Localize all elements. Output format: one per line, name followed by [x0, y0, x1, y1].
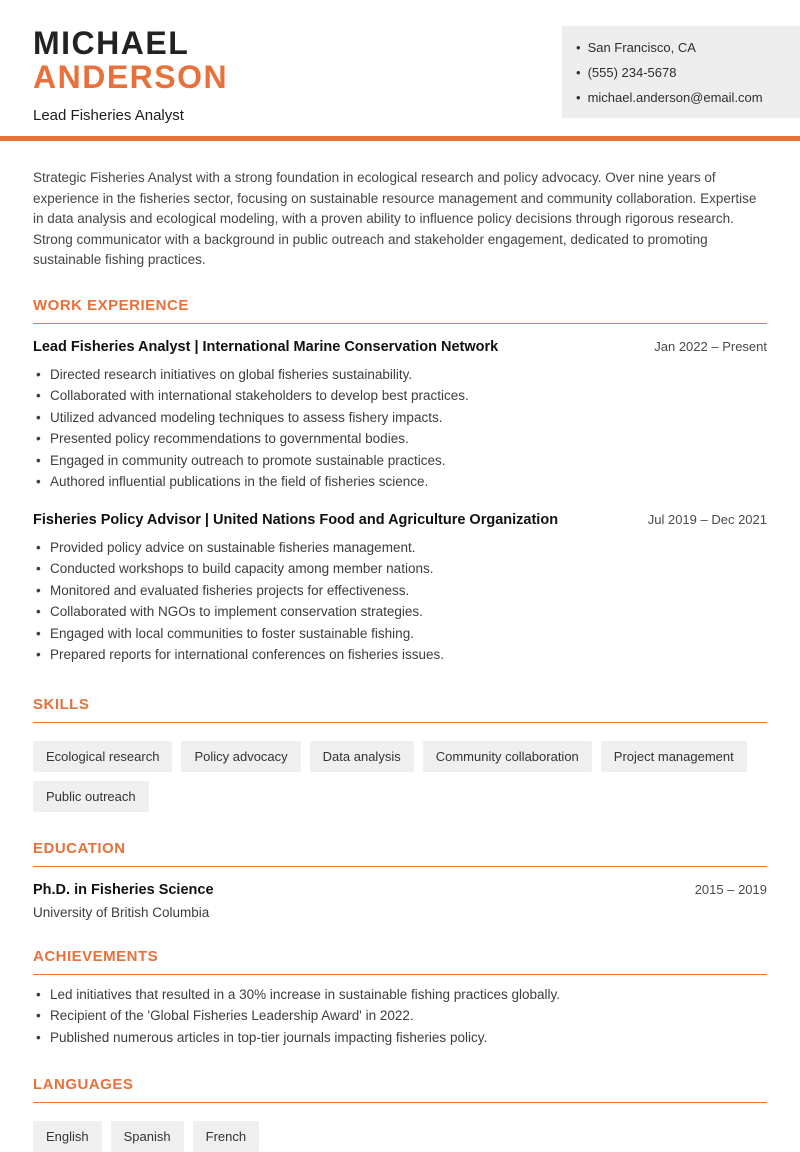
skills-heading: SKILLS [33, 696, 767, 723]
job-bullet: • Directed research initiatives on global fisheries sustainability. [33, 364, 767, 386]
education-entry [33, 882, 767, 920]
skills-tag-list [33, 741, 767, 812]
job-bullet: • Collaborated with NGOs to implement conservation strategies. [33, 601, 767, 623]
bullet-icon: • [576, 40, 581, 55]
achievements-heading: ACHIEVEMENTS [33, 948, 767, 975]
job-dates: Jul 2019 – Dec 2021 [647, 511, 767, 527]
job-dates: Jan 2022 – Present [654, 338, 767, 354]
education-degree: Ph.D. in Fisheries Science [33, 881, 214, 898]
contact-phone [576, 65, 784, 80]
job-entry [33, 339, 767, 493]
header [0, 0, 800, 124]
job-bullet-list [33, 364, 767, 493]
section-languages [33, 1076, 767, 1152]
job-bullet: • Authored influential publications in the field of fisheries science. [33, 471, 767, 493]
summary-paragraph: Strategic Fisheries Analyst with a strong foundation in ecological research and policy advocacy. Over nine years of experience in the fisheries sector, focusing on sustainable resource management and community collaboration. Expertise in data analysis and ecological modeling, with a proven ability to influence policy decisions through rigorous research. Strong communicator with a background in public outreach and stakeholder engagement, dedicated to promoting sustainable fishing practices. [33, 170, 757, 268]
contact-phone-text: (555) 234-5678 [587, 65, 677, 80]
job-bullet: • Prepared reports for international conferences on fisheries issues. [33, 644, 767, 666]
education-school: University of British Columbia [33, 904, 210, 920]
job-bullet: • Engaged in community outreach to promote sustainable practices. [33, 450, 767, 472]
contact-box [562, 26, 800, 118]
work-experience-heading: WORK EXPERIENCE [33, 297, 767, 324]
education-dates: 2015 – 2019 [694, 881, 767, 897]
skill-tag: Project management [601, 741, 747, 772]
education-heading: EDUCATION [33, 840, 767, 867]
first-name: MICHAEL [33, 25, 190, 61]
job-bullet-list [33, 537, 767, 666]
language-tag: French [193, 1121, 259, 1152]
job-bullet: • Conducted workshops to build capacity among member nations. [33, 558, 767, 580]
section-education [33, 840, 767, 920]
achievement-bullet: • Led initiatives that resulted in a 30% increase in sustainable fishing practices globally. [33, 984, 767, 1006]
contact-location-text: San Francisco, CA [587, 40, 696, 55]
skill-tag: Data analysis [310, 741, 414, 772]
bullet-icon: • [576, 65, 581, 80]
section-achievements [33, 948, 767, 1049]
job-bullet: • Provided policy advice on sustainable fisheries management. [33, 537, 767, 559]
languages-heading: LANGUAGES [33, 1076, 767, 1103]
section-skills [33, 696, 767, 812]
headline-title: Lead Fisheries Analyst [33, 107, 184, 125]
job-bullet: • Engaged with local communities to foster sustainable fishing. [33, 623, 767, 645]
skill-tag: Public outreach [33, 781, 149, 812]
job-header [33, 339, 767, 355]
bullet-icon: • [576, 90, 581, 105]
job-title: Lead Fisheries Analyst | International Marine Conservation Network [33, 338, 499, 355]
achievement-bullet: • Recipient of the 'Global Fisheries Leadership Award' in 2022. [33, 1005, 767, 1027]
languages-tag-list [33, 1121, 767, 1152]
last-name: ANDERSON [33, 59, 229, 96]
education-header [33, 882, 767, 898]
contact-location [576, 40, 784, 55]
language-tag: Spanish [111, 1121, 184, 1152]
achievement-bullet: • Published numerous articles in top-tier journals impacting fisheries policy. [33, 1027, 767, 1049]
skill-tag: Policy advocacy [181, 741, 300, 772]
job-entry [33, 512, 767, 666]
resume-content [0, 168, 800, 1152]
accent-divider [0, 136, 800, 141]
skill-tag: Ecological research [33, 741, 172, 772]
job-bullet: • Utilized advanced modeling techniques to assess fishery impacts. [33, 407, 767, 429]
achievements-list [33, 984, 767, 1049]
job-bullet: • Presented policy recommendations to governmental bodies. [33, 428, 767, 450]
job-bullet: • Collaborated with international stakeholders to develop best practices. [33, 385, 767, 407]
name-block [33, 26, 228, 124]
section-work-experience [33, 297, 767, 666]
job-header [33, 512, 767, 528]
contact-email [576, 90, 784, 105]
skill-tag: Community collaboration [423, 741, 592, 772]
language-tag: English [33, 1121, 102, 1152]
job-title: Fisheries Policy Advisor | United Nations Food and Agriculture Organization [33, 511, 559, 528]
contact-email-text: michael.anderson@email.com [587, 90, 763, 105]
job-bullet: • Monitored and evaluated fisheries projects for effectiveness. [33, 580, 767, 602]
